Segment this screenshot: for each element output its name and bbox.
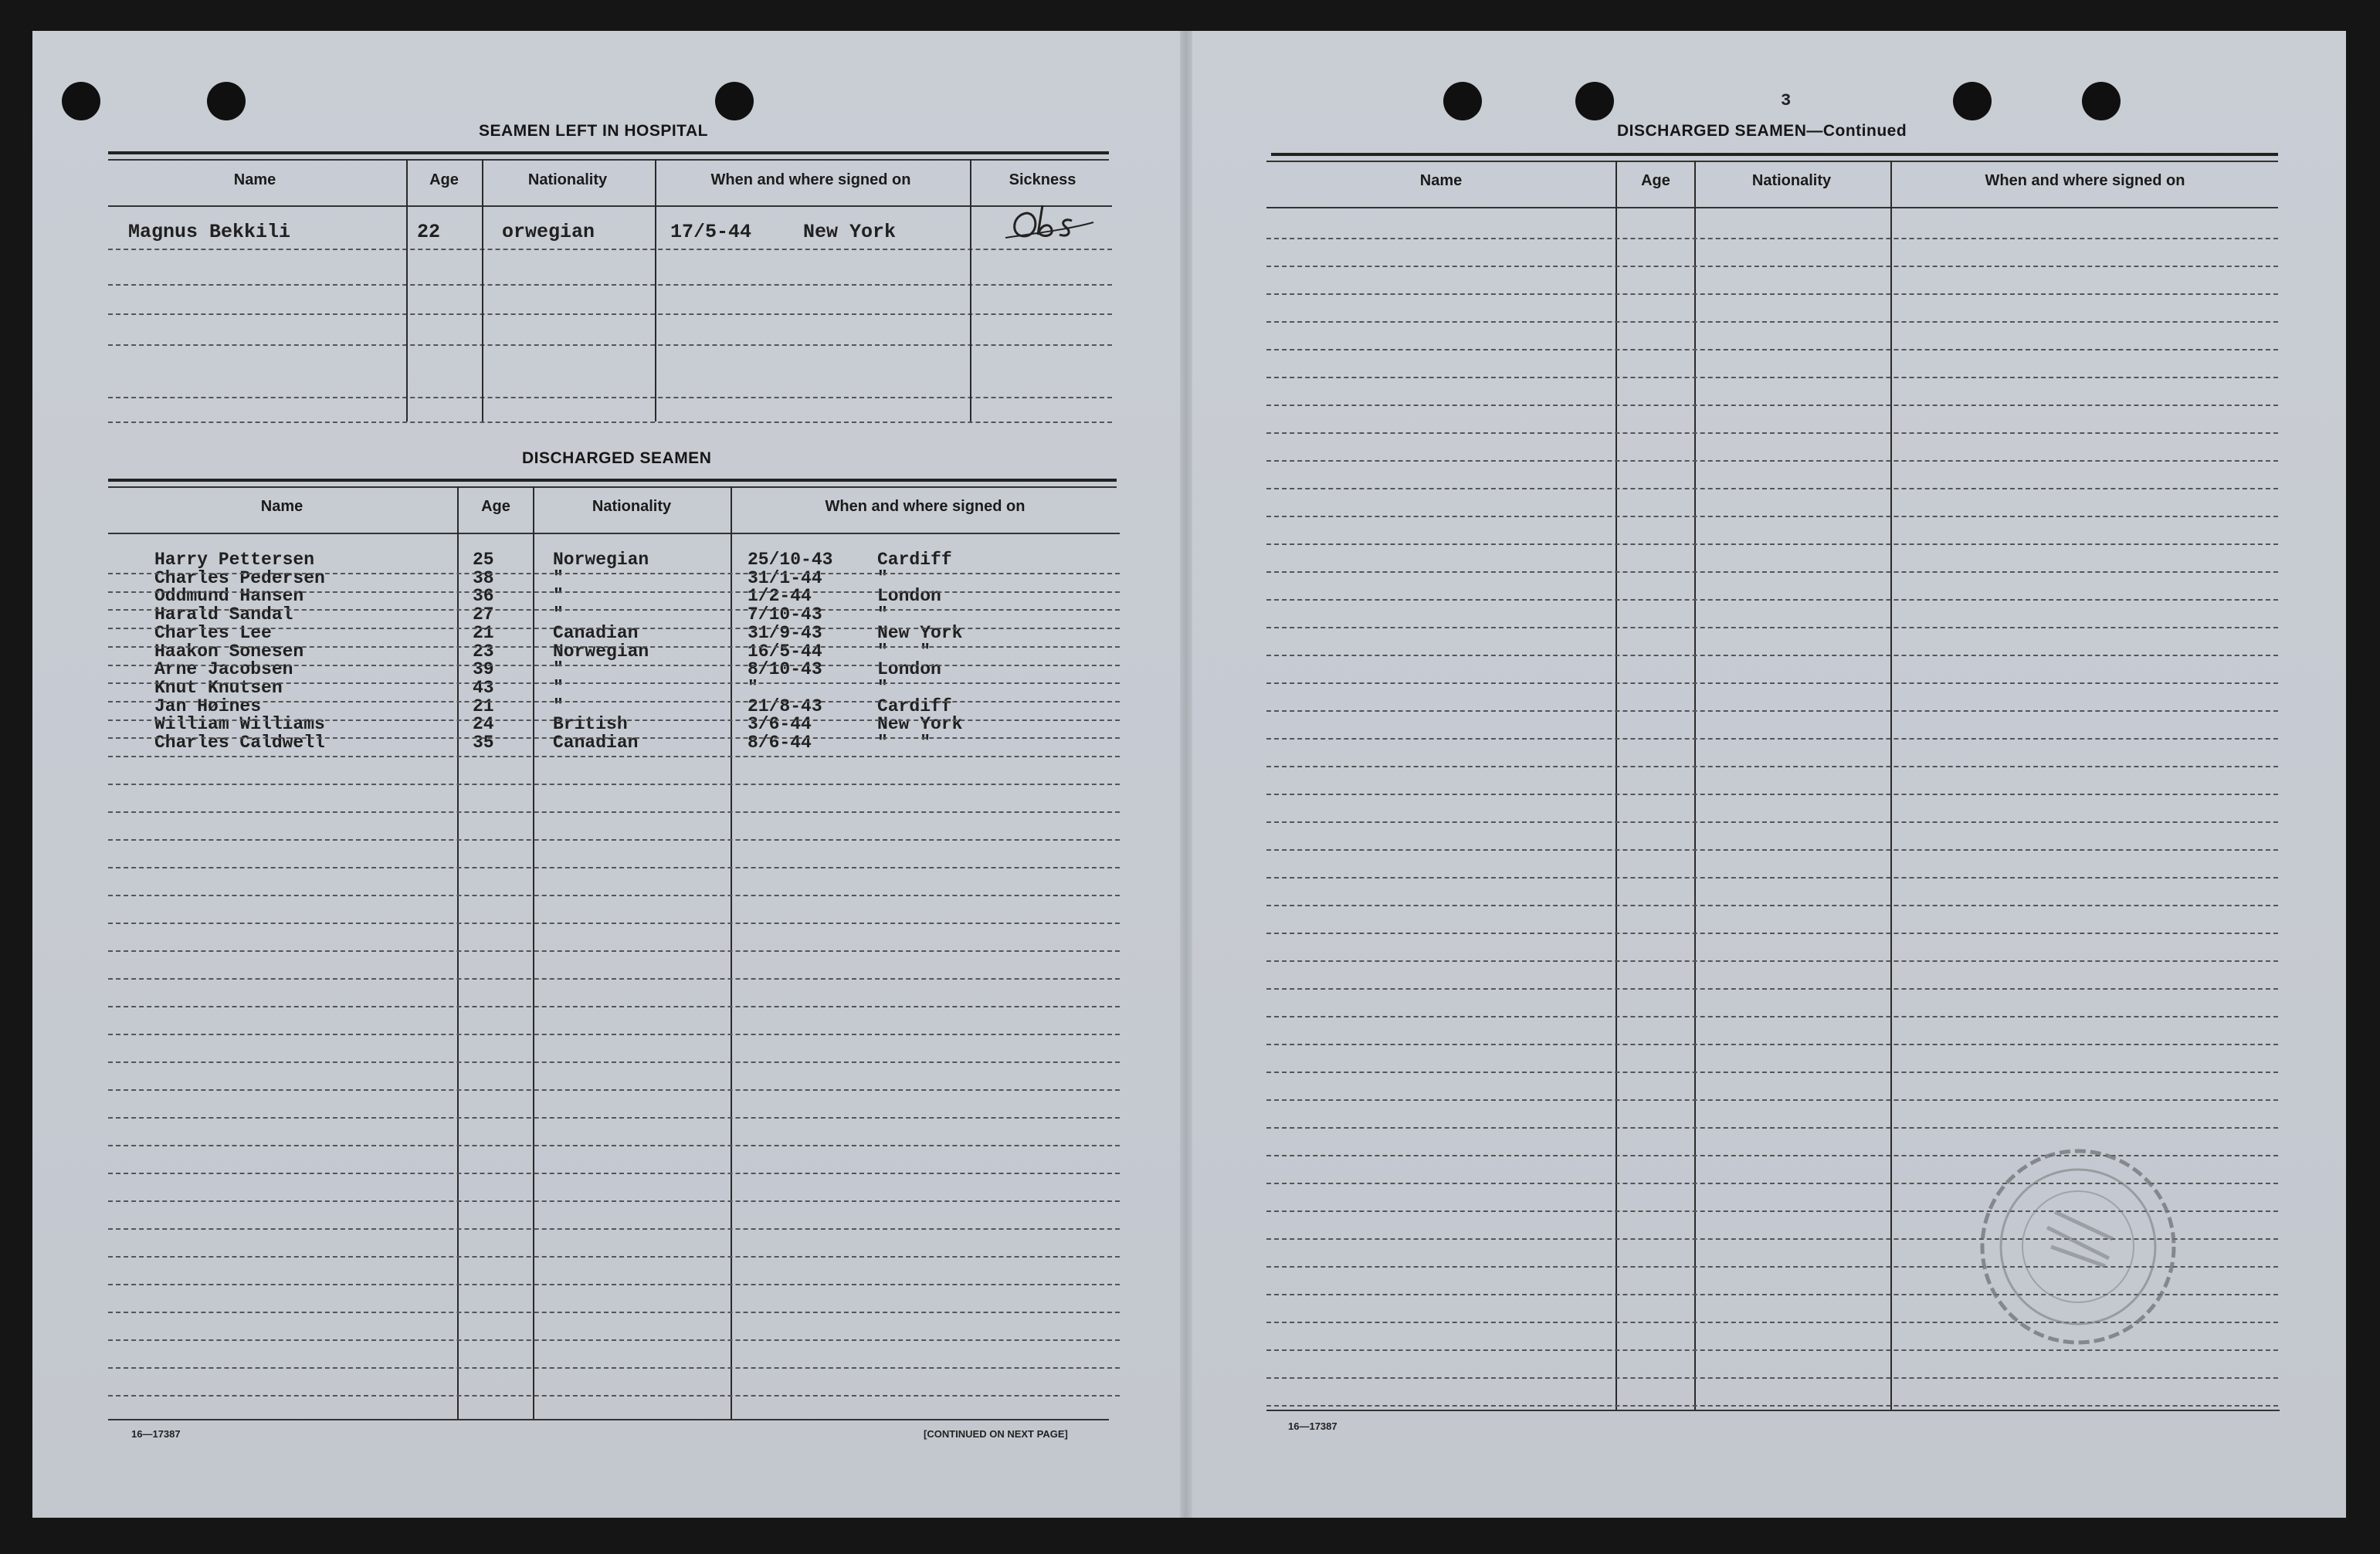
row-line	[1266, 543, 2278, 545]
row-line	[108, 646, 1120, 648]
row-line	[108, 628, 1120, 629]
row-line	[108, 1089, 1120, 1091]
signed-on-date: 25/10-43	[748, 550, 833, 570]
seaman-nationality: Canadian	[553, 623, 639, 643]
row-line	[1266, 293, 2278, 295]
row-line	[108, 719, 1120, 721]
row-line	[1266, 1016, 2278, 1017]
row-line	[1266, 960, 2278, 962]
discharged-header-name: Name	[260, 498, 303, 515]
row-line	[108, 1034, 1120, 1035]
row-line	[108, 1284, 1120, 1285]
signed-on-place: " "	[877, 733, 931, 753]
row-line	[108, 811, 1120, 813]
page-number: 3	[1781, 91, 1792, 110]
seaman-age: 24	[473, 714, 494, 734]
row-line	[108, 591, 1120, 593]
seaman-name: Haakon Sonesen	[154, 642, 304, 662]
row-line	[108, 284, 1112, 286]
seaman-nationality: orwegian	[502, 221, 595, 243]
row-line	[108, 1339, 1120, 1341]
handwritten-sickness-note	[1004, 199, 1097, 245]
column-divider	[457, 486, 459, 1419]
seaman-age: 25	[473, 550, 494, 570]
row-line	[108, 867, 1120, 868]
row-line	[1266, 1377, 2278, 1379]
row-line	[1266, 794, 2278, 795]
punch-hole	[207, 82, 246, 120]
signed-on-date: 1/2-44	[748, 586, 812, 606]
signed-on-date: 21/8-43	[748, 696, 822, 716]
seaman-nationality: Norwegian	[553, 550, 649, 570]
row-line	[108, 1145, 1120, 1146]
seaman-nationality: "	[553, 604, 564, 625]
signed-on-date: 7/10-43	[748, 604, 822, 625]
row-line	[108, 344, 1112, 346]
row-line	[108, 756, 1120, 757]
row-line	[108, 1061, 1120, 1063]
signed-on-place: New York	[877, 714, 963, 734]
seaman-name: Oddmund Hansen	[154, 586, 304, 606]
seaman-age: 21	[473, 696, 494, 716]
rule	[1271, 153, 2278, 156]
seaman-name: Harry Pettersen	[154, 550, 315, 570]
row-line	[1266, 1044, 2278, 1045]
seaman-name: William Williams	[154, 714, 325, 734]
rule	[1266, 1410, 2280, 1411]
rule	[1266, 207, 2278, 208]
row-line	[1266, 432, 2278, 434]
seaman-name: Knut Knutsen	[154, 678, 283, 698]
signed-on-date: 31/9-43	[748, 623, 822, 643]
row-line	[1266, 905, 2278, 906]
hospital-header-age: Age	[429, 171, 459, 188]
discharged-header-signed-on: When and where signed on	[825, 498, 1026, 515]
punch-hole	[1575, 82, 1614, 120]
row-line	[108, 895, 1120, 896]
signed-on-place: Cardiff	[877, 696, 952, 716]
rule	[1266, 161, 2278, 162]
seaman-name: Jan Høines	[154, 696, 262, 716]
row-line	[1266, 710, 2278, 712]
signed-on-date: 31/1-44	[748, 568, 822, 588]
row-line	[108, 397, 1112, 398]
signed-on-date: 17/5-44	[670, 221, 752, 243]
seaman-age: 36	[473, 586, 494, 606]
column-divider	[1615, 161, 1617, 1411]
continued-note: [CONTINUED ON NEXT PAGE]	[924, 1428, 1068, 1440]
seaman-nationality: Canadian	[553, 733, 639, 753]
row-line	[108, 1367, 1120, 1369]
discharged-header-age: Age	[481, 498, 510, 515]
row-line	[1266, 460, 2278, 462]
row-line	[1266, 599, 2278, 601]
row-line	[108, 573, 1120, 574]
row-line	[108, 1228, 1120, 1230]
punch-hole	[715, 82, 754, 120]
rule	[108, 486, 1117, 488]
seaman-name: Arne Jacobsen	[154, 659, 293, 679]
row-line	[1266, 821, 2278, 823]
rule	[108, 205, 1112, 207]
rule	[108, 159, 1109, 161]
row-line	[1266, 1072, 2278, 1073]
row-line	[108, 1173, 1120, 1174]
row-line	[1266, 627, 2278, 628]
signed-on-place: New York	[877, 623, 963, 643]
seaman-age: 27	[473, 604, 494, 625]
row-line	[1266, 1099, 2278, 1101]
punch-hole	[1443, 82, 1482, 120]
row-line	[1266, 405, 2278, 406]
seaman-nationality: "	[553, 586, 564, 606]
row-line	[1266, 571, 2278, 573]
column-divider	[970, 159, 971, 422]
seaman-nationality: "	[553, 696, 564, 716]
continued-section-title: DISCHARGED SEAMEN—Continued	[1617, 122, 1907, 140]
column-divider	[1890, 161, 1892, 1411]
signed-on-date: "	[748, 678, 758, 698]
signed-on-place: London	[877, 586, 941, 606]
continued-header-age: Age	[1641, 172, 1670, 189]
seaman-nationality: Norwegian	[553, 642, 649, 662]
column-divider	[1694, 161, 1696, 1411]
hospital-header-name: Name	[233, 171, 276, 188]
continued-header-signed-on: When and where signed on	[1985, 172, 2185, 189]
row-line	[1266, 321, 2278, 323]
seaman-age: 23	[473, 642, 494, 662]
row-line	[1266, 877, 2278, 879]
discharged-section-title: DISCHARGED SEAMEN	[522, 449, 712, 467]
row-line	[1266, 738, 2278, 740]
form-number: 16—17387	[131, 1428, 181, 1440]
seaman-age: 35	[473, 733, 494, 753]
row-line	[108, 923, 1120, 924]
column-divider	[731, 486, 732, 1419]
seaman-nationality: "	[553, 568, 564, 588]
continued-header-name: Name	[1419, 172, 1463, 189]
row-line	[1266, 349, 2278, 350]
seaman-age: 38	[473, 568, 494, 588]
seaman-age: 22	[417, 221, 441, 243]
row-line	[1266, 516, 2278, 517]
row-line	[1266, 988, 2278, 990]
signed-on-date: 16/5-44	[748, 642, 822, 662]
seaman-name: Harald Sandal	[154, 604, 293, 625]
punch-hole	[62, 82, 100, 120]
row-line	[1266, 933, 2278, 934]
form-number: 16—17387	[1288, 1420, 1337, 1432]
seaman-nationality: "	[553, 659, 564, 679]
column-divider	[482, 159, 483, 422]
row-line	[108, 665, 1120, 666]
seaman-name: Charles Lee	[154, 623, 272, 643]
row-line	[108, 1395, 1120, 1397]
rule	[108, 1419, 1109, 1420]
row-line	[1266, 377, 2278, 378]
row-line	[1266, 1405, 2278, 1407]
official-stamp	[1974, 1143, 2182, 1351]
signed-on-place: Cardiff	[877, 550, 952, 570]
column-divider	[533, 486, 534, 1419]
column-divider	[406, 159, 408, 422]
signed-on-date: 3/6-44	[748, 714, 812, 734]
hospital-section-title: SEAMEN LEFT IN HOSPITAL	[479, 122, 708, 140]
row-line	[108, 737, 1120, 739]
row-line	[1266, 766, 2278, 767]
signed-on-place: London	[877, 659, 941, 679]
rule	[108, 151, 1109, 154]
row-line	[108, 978, 1120, 980]
hospital-header-nationality: Nationality	[527, 171, 608, 188]
seaman-name: Magnus Bekkili	[128, 221, 291, 243]
hospital-header-signed-on: When and where signed on	[710, 171, 911, 188]
row-line	[108, 1117, 1120, 1119]
discharged-header-nationality: Nationality	[592, 498, 672, 515]
signed-on-date: 8/10-43	[748, 659, 822, 679]
rule	[108, 479, 1117, 482]
seaman-name: Charles Caldwell	[154, 733, 325, 753]
punch-hole	[2082, 82, 2121, 120]
row-line	[108, 1006, 1120, 1007]
row-line	[108, 950, 1120, 952]
punch-hole	[1953, 82, 1992, 120]
center-fold	[1180, 31, 1192, 1518]
hospital-header-sickness: Sickness	[1009, 171, 1076, 188]
row-line	[1266, 1127, 2278, 1129]
row-line	[108, 1312, 1120, 1313]
row-line	[108, 249, 1112, 250]
seaman-nationality: British	[553, 714, 628, 734]
row-line	[1266, 655, 2278, 656]
signed-on-place: "	[877, 604, 888, 625]
row-line	[108, 422, 1112, 423]
seaman-age: 43	[473, 678, 494, 698]
rule	[108, 533, 1120, 534]
signed-on-place: "	[877, 568, 888, 588]
column-divider	[655, 159, 656, 422]
row-line	[108, 701, 1120, 703]
row-line	[108, 1256, 1120, 1258]
row-line	[1266, 238, 2278, 239]
signed-on-place: " "	[877, 642, 931, 662]
continued-header-nationality: Nationality	[1751, 172, 1832, 189]
row-line	[1266, 488, 2278, 489]
row-line	[1266, 266, 2278, 267]
row-line	[108, 1200, 1120, 1202]
signed-on-place: New York	[803, 221, 897, 243]
seaman-age: 21	[473, 623, 494, 643]
row-line	[108, 682, 1120, 684]
seaman-name: Charles Pedersen	[154, 568, 325, 588]
signed-on-place: "	[877, 678, 888, 698]
row-line	[108, 839, 1120, 841]
row-line	[108, 609, 1120, 611]
row-line	[108, 784, 1120, 785]
seaman-age: 39	[473, 659, 494, 679]
signed-on-date: 8/6-44	[748, 733, 812, 753]
row-line	[1266, 849, 2278, 851]
row-line	[108, 313, 1112, 315]
seaman-nationality: "	[553, 678, 564, 698]
row-line	[1266, 682, 2278, 684]
